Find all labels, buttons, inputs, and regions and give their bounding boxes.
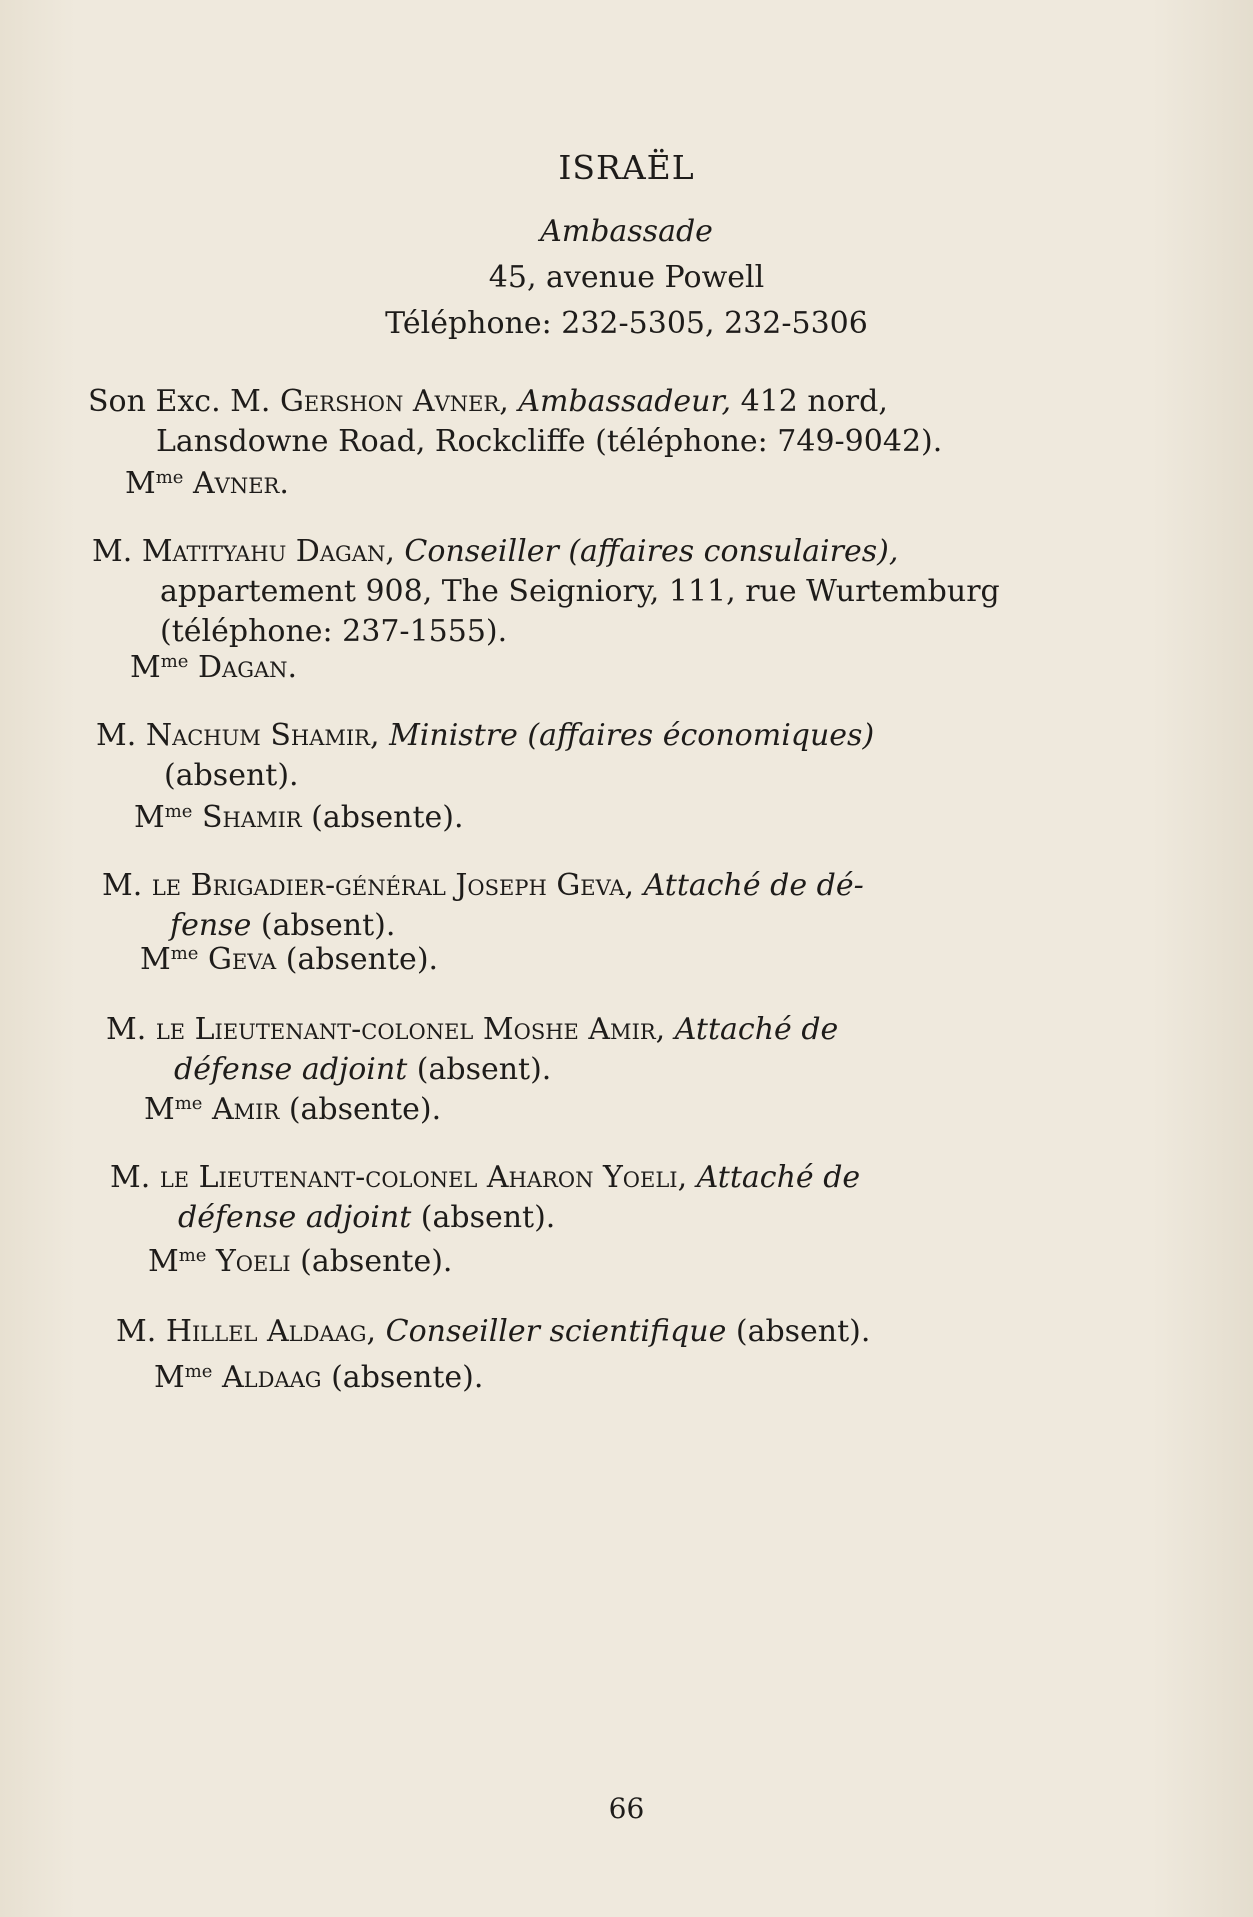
spouse-prefix-sup: me — [164, 801, 193, 822]
spouse-status: (absente). — [290, 1244, 453, 1279]
diplomat-title: défense adjoint — [178, 1200, 412, 1235]
spouse-prefix: M — [125, 466, 156, 501]
entry-detail: 412 nord, — [731, 384, 888, 419]
entry-detail: (absent). — [726, 1314, 871, 1349]
spouse-status: (absente). — [321, 1360, 484, 1395]
spouse-line — [140, 934, 438, 980]
diplomat-title: Conseiller scientifique — [385, 1314, 727, 1349]
spouse-prefix-sup: me — [178, 1245, 207, 1266]
entry-prefix: Son Exc. M. — [88, 384, 271, 419]
spouse-name: Amir — [212, 1092, 280, 1127]
diplomat-entry — [116, 1312, 1046, 1352]
diplomat-title: Attaché de dé- — [643, 868, 864, 903]
spouse-prefix-sup: me — [184, 1361, 213, 1382]
diplomat-name: Gershon Avner, — [279, 384, 509, 419]
entry-prefix: M. — [106, 1012, 147, 1047]
spouse-status: (absente). — [279, 1092, 442, 1127]
entry-prefix: M. — [102, 868, 143, 903]
page-number: 66 — [608, 1792, 645, 1825]
spouse-name: Yoeli — [216, 1244, 291, 1279]
diplomat-title: Attaché de — [696, 1160, 861, 1195]
entry-detail: (absent). — [251, 908, 396, 943]
diplomat-title: Ambassadeur, — [518, 384, 732, 419]
spouse-name: Aldaag — [222, 1360, 322, 1395]
diplomat-name: Matityahu Dagan, — [141, 534, 395, 569]
spouse-name: Dagan. — [198, 650, 298, 685]
country-heading: ISRAËL — [558, 148, 695, 187]
diplomat-entry — [106, 1010, 1036, 1090]
diplomat-name: le Brigadier-général Joseph Geva, — [151, 868, 635, 903]
spouse-name: Avner. — [193, 466, 289, 501]
spouse-status: (absente). — [301, 800, 464, 835]
entry-detail: Lansdowne Road, Rockcliffe (téléphone: 749-9042). — [156, 424, 943, 459]
entry-detail: (absent). — [407, 1052, 552, 1087]
diplomat-title: Attaché de — [674, 1012, 839, 1047]
embassy-address: 45, avenue Powell — [488, 260, 765, 295]
entry-detail: appartement 908, The Seigniory, 111, rue Wurtemburg — [160, 574, 1000, 609]
spouse-name: Geva — [208, 942, 277, 977]
diplomat-title: Conseiller (affaires consulaires), — [404, 534, 899, 569]
spouse-prefix-sup: me — [155, 467, 184, 488]
diplomat-name: Nachum Shamir, — [145, 718, 380, 753]
diplomat-entry — [92, 532, 1022, 652]
spouse-prefix: M — [130, 650, 161, 685]
spouse-prefix: M — [144, 1092, 175, 1127]
spouse-prefix: M — [148, 1244, 179, 1279]
diplomat-entry — [88, 382, 1018, 462]
spouse-status: (absente). — [276, 942, 439, 977]
section-heading: Ambassade — [540, 214, 713, 249]
entry-detail: (absent). — [164, 758, 299, 793]
entry-prefix: M. — [110, 1160, 151, 1195]
spouse-prefix-sup: me — [174, 1093, 203, 1114]
entry-detail: (téléphone: 237-1555). — [160, 614, 508, 649]
spouse-name: Shamir — [202, 800, 302, 835]
spouse-prefix-sup: me — [160, 651, 189, 672]
spouse-line — [125, 458, 289, 504]
spouse-prefix: M — [134, 800, 165, 835]
diplomat-entry — [110, 1158, 1040, 1238]
diplomat-name: Hillel Aldaag, — [165, 1314, 377, 1349]
entry-detail: (absent). — [411, 1200, 556, 1235]
entry-prefix: M. — [92, 534, 133, 569]
diplomat-name: le Lieutenant-colonel Moshe Amir, — [155, 1012, 666, 1047]
spouse-prefix-sup: me — [170, 943, 199, 964]
embassy-phone: Téléphone: 232-5305, 232-5306 — [385, 306, 868, 341]
diplomat-entry — [96, 716, 1026, 796]
spouse-prefix: M — [154, 1360, 185, 1395]
spouse-prefix: M — [140, 942, 171, 977]
diplomat-title: défense adjoint — [174, 1052, 408, 1087]
spouse-line — [154, 1352, 483, 1398]
diplomat-title: Ministre (affaires économiques) — [389, 718, 875, 753]
entry-prefix: M. — [96, 718, 137, 753]
diplomat-title: fense — [170, 908, 252, 943]
spouse-line — [144, 1084, 441, 1130]
spouse-line — [130, 642, 297, 688]
spouse-line — [148, 1236, 452, 1282]
spouse-line — [134, 792, 464, 838]
entry-prefix: M. — [116, 1314, 157, 1349]
diplomat-name: le Lieutenant-colonel Aharon Yoeli, — [159, 1160, 688, 1195]
